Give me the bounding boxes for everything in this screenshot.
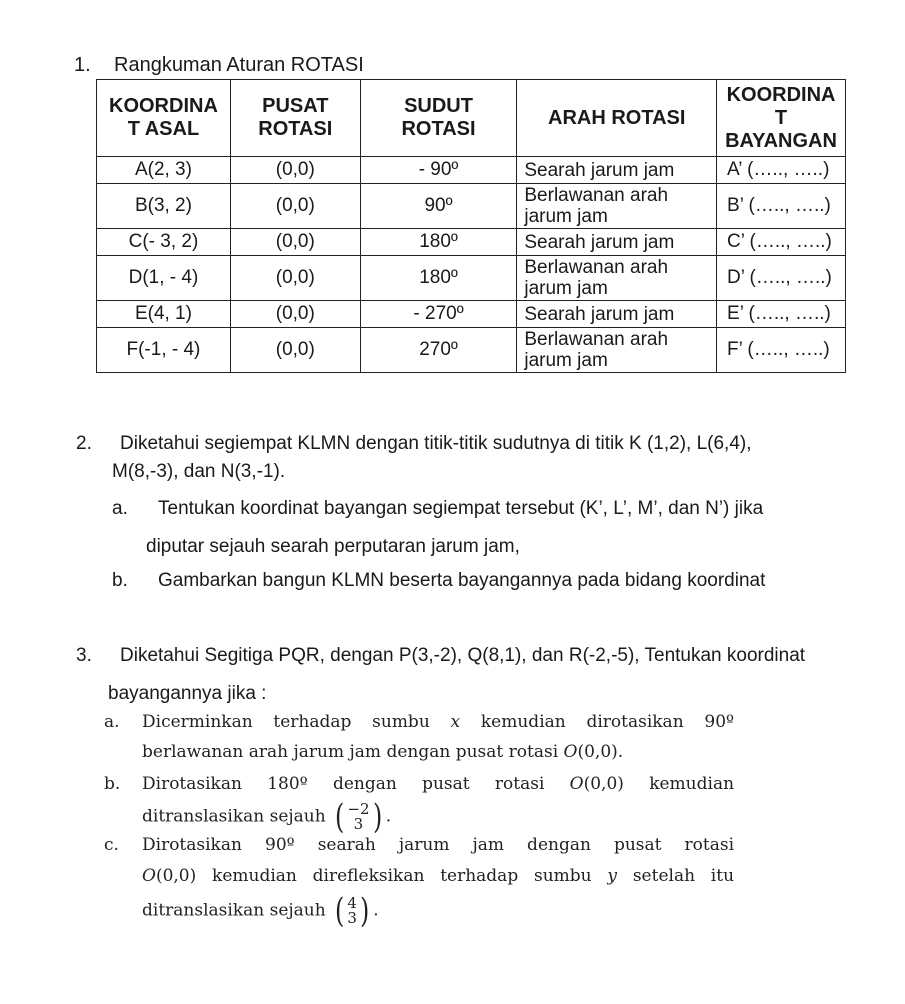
cell-arah: Berlawanan arah jarum jam: [517, 256, 717, 301]
header-sudut-rotasi: SUDUT ROTASI: [360, 80, 517, 157]
section-3c-line-1: [104, 830, 734, 860]
header-pusat-rotasi: PUSAT ROTASI: [230, 80, 360, 157]
period: .: [385, 806, 392, 827]
left-paren-icon: (: [335, 891, 345, 931]
cell-bayangan: B’ (….., …..): [717, 184, 846, 229]
cell-arah: Berlawanan arah jarum jam: [517, 328, 717, 373]
cell-sudut: 180º: [360, 229, 517, 256]
math-var-o: O: [569, 774, 584, 794]
cell-arah: Searah jarum jam: [517, 301, 717, 328]
cell-pusat: (0,0): [230, 157, 360, 184]
math-var-x: x: [450, 712, 461, 732]
section-3-text-1: Diketahui Segitiga PQR, dengan P(3,-2), Q(8,1), dan R(-2,-5), Tentukan koordinat: [120, 645, 806, 666]
math-var-y: y: [607, 866, 618, 886]
cell-arah: Berlawanan arah jarum jam: [517, 184, 717, 229]
cell-arah: Searah jarum jam: [517, 229, 717, 256]
cell-bayangan: F’ (….., …..): [717, 328, 846, 373]
section-3a-label: a.: [104, 712, 120, 732]
cell-pusat: (0,0): [230, 256, 360, 301]
section-3b-line-1: [104, 769, 734, 799]
cell-asal: E(4, 1): [97, 301, 231, 328]
section-3a-text: Dicerminkan terhadap sumbu: [142, 712, 430, 732]
section-1-number: 1.: [74, 54, 91, 76]
table-header-row: [97, 80, 846, 157]
section-3a-text-2: berlawanan arah jarum jam dengan pusat rotasi: [142, 742, 559, 762]
cell-asal: B(3, 2): [97, 184, 231, 229]
section-3a-line-1: [104, 707, 734, 737]
cell-asal: A(2, 3): [97, 157, 231, 184]
section-3-text-2: bayangannya jika :: [108, 683, 267, 704]
angle-value: 90º: [704, 712, 735, 732]
cell-sudut: 180º: [360, 256, 517, 301]
period: .: [373, 900, 379, 921]
section-1-title: [74, 54, 364, 77]
section-2-text-1: Diketahui segiempat KLMN dengan titik-titik sudutnya di titik K (1,2), L(6,4),: [120, 433, 752, 454]
section-3-number: 3.: [76, 645, 92, 666]
section-2a-line-1: [112, 495, 763, 522]
section-3c-line-3: [142, 891, 379, 931]
cell-arah: Searah jarum jam: [517, 157, 717, 184]
cell-pusat: (0,0): [230, 229, 360, 256]
section-2a-text-2: diputar sejauh searah perputaran jarum jam,: [146, 536, 520, 557]
rotation-table: [96, 79, 846, 373]
section-2-text-2: M(8,-3), dan N(3,-1).: [112, 461, 286, 482]
section-3c-label: c.: [104, 835, 119, 855]
cell-pusat: (0,0): [230, 301, 360, 328]
section-2b-text-1: Gambarkan bangun KLMN beserta bayangannya pada bidang koordinat: [158, 570, 766, 591]
angle-value: 180º: [267, 774, 308, 794]
origin-point: (0,0): [155, 866, 197, 886]
section-3b-text-mid: dengan pusat rotasi: [332, 774, 545, 794]
origin-point: (0,0).: [577, 742, 624, 762]
table-row: [97, 328, 846, 373]
cell-sudut: 90º: [360, 184, 517, 229]
section-2b-line-1: [112, 567, 765, 594]
math-var-o: O: [563, 742, 578, 762]
cell-bayangan: A’ (….., …..): [717, 157, 846, 184]
header-arah-rotasi: ARAH ROTASI: [517, 80, 717, 157]
vector-bottom: 3: [353, 815, 364, 833]
section-3a-text-mid: kemudian dirotasikan: [480, 712, 684, 732]
cell-asal: C(- 3, 2): [97, 229, 231, 256]
section-3b-text-2: ditranslasikan sejauh: [142, 806, 326, 827]
section-3c-text-3: ditranslasikan sejauh: [142, 900, 326, 921]
cell-bayangan: E’ (….., …..): [717, 301, 846, 328]
section-3b-line-2: [142, 797, 392, 837]
cell-pusat: (0,0): [230, 184, 360, 229]
cell-bayangan: D’ (….., …..): [717, 256, 846, 301]
section-3c-text-end: searah jarum jam dengan pusat rotasi: [317, 835, 735, 855]
section-2a-label: a.: [112, 498, 128, 519]
cell-sudut: 270º: [360, 328, 517, 373]
section-3c-line-2: [142, 861, 734, 891]
section-3b-text-end: kemudian: [649, 774, 735, 794]
section-1-title-text: Rangkuman Aturan ROTASI: [114, 54, 364, 76]
right-paren-icon: ): [359, 891, 370, 931]
section-3c-text-mid: kemudian direfleksikan terhadap sumbu: [212, 866, 592, 886]
section-3b-text: Dirotasikan: [142, 774, 242, 794]
origin-point: (0,0): [583, 774, 624, 794]
table-row: [97, 157, 846, 184]
cell-sudut: - 90º: [360, 157, 517, 184]
section-2a-text-1: Tentukan koordinat bayangan segiempat tersebut (K’, L’, M’, dan N’) jika: [158, 498, 764, 519]
math-var-o: O: [142, 866, 156, 886]
section-2b-label: b.: [112, 570, 128, 591]
translation-vector: [333, 797, 384, 837]
right-paren-icon: ): [372, 797, 382, 837]
table-row: [97, 301, 846, 328]
vector-top: −2: [347, 800, 370, 818]
section-3a-line-2: [142, 737, 623, 767]
cell-sudut: - 270º: [360, 301, 517, 328]
vector-bottom: 3: [347, 909, 357, 927]
table-row: [97, 229, 846, 256]
section-3c-text: Dirotasikan: [142, 835, 242, 855]
section-3-line-1: [76, 642, 805, 669]
left-paren-icon: (: [335, 797, 345, 837]
vector-top: 4: [347, 894, 357, 912]
table-row: [97, 184, 846, 229]
header-koordinat-bayangan: KOORDINA T BAYANGAN: [717, 80, 846, 157]
cell-bayangan: C’ (….., …..): [717, 229, 846, 256]
section-3c-text-end-2: setelah itu: [632, 866, 735, 886]
cell-asal: D(1, - 4): [97, 256, 231, 301]
header-koordinat-asal: KOORDINA T ASAL: [97, 80, 231, 157]
section-3b-label: b.: [104, 774, 121, 794]
section-2-number: 2.: [76, 433, 92, 454]
translation-vector: [333, 891, 371, 931]
cell-pusat: (0,0): [230, 328, 360, 373]
table-row: [97, 256, 846, 301]
angle-value: 90º: [265, 835, 295, 855]
cell-asal: F(-1, - 4): [97, 328, 231, 373]
section-2-line-1: [76, 430, 752, 457]
